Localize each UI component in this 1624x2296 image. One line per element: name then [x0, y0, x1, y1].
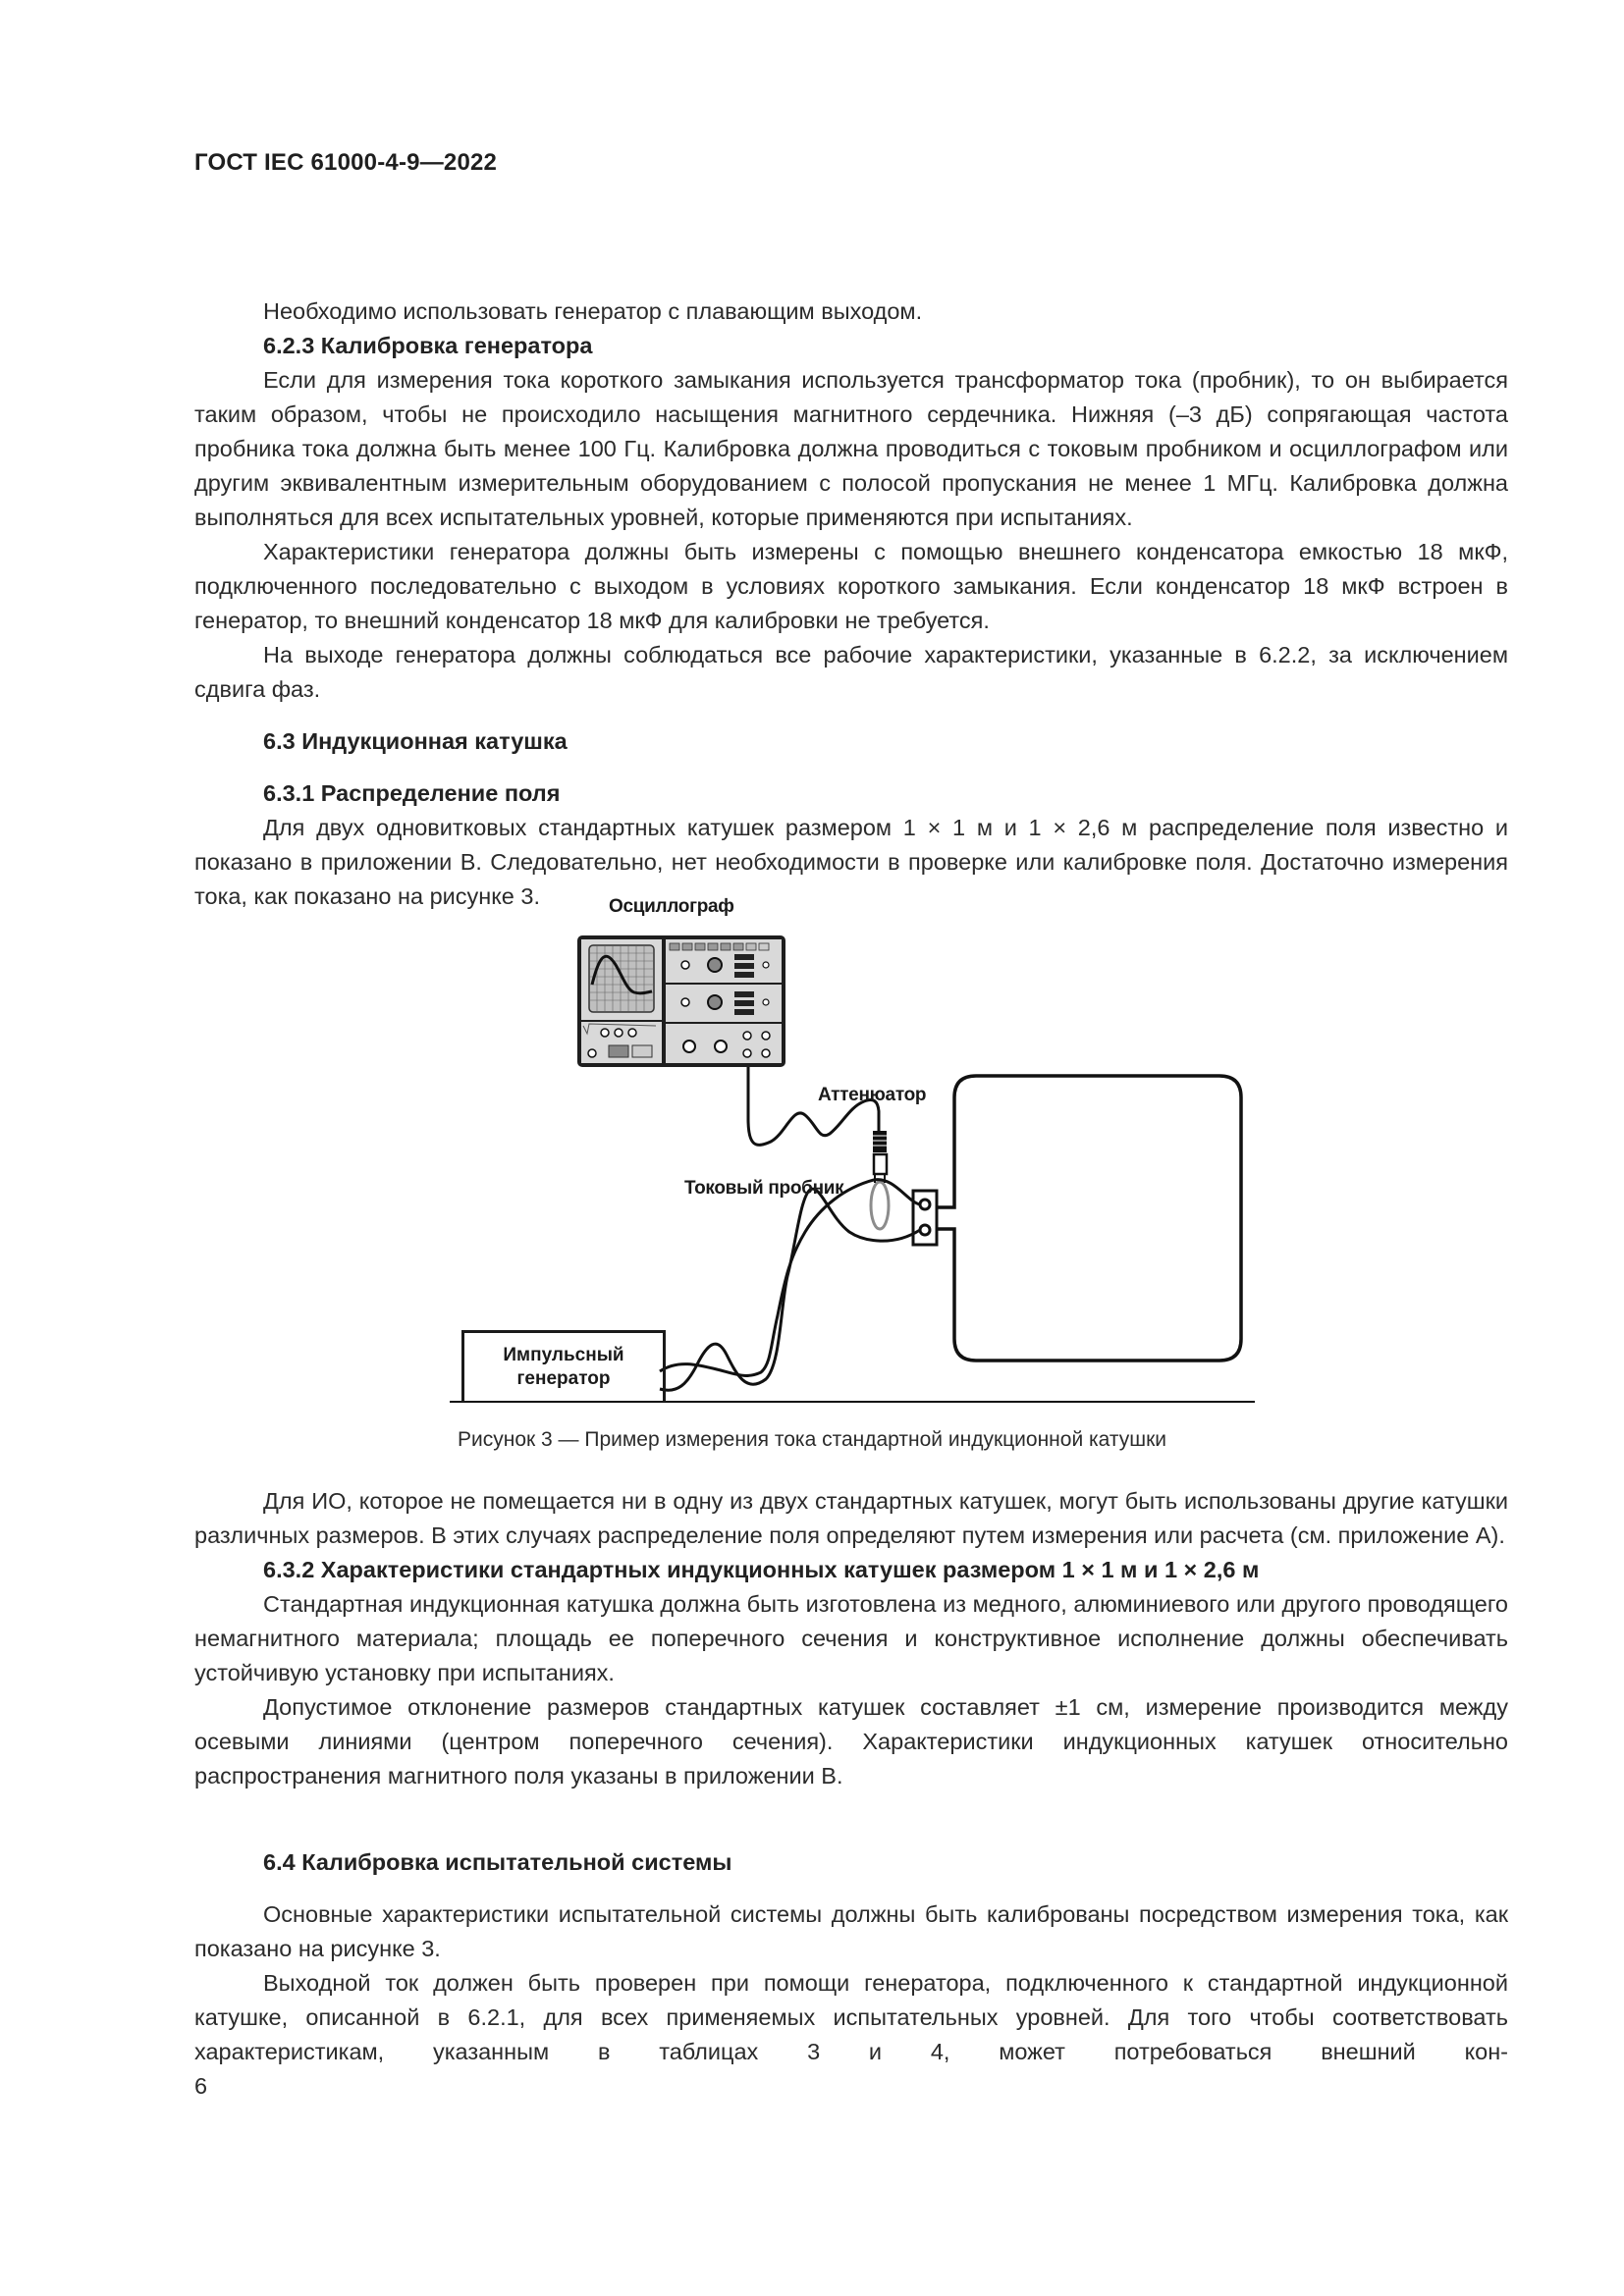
section-heading-6-4: 6.4 Калибровка испытательной системы [263, 1849, 732, 1875]
paragraph: Основные характеристики испытательной системы должны быть калиброваны посредством измерения тока, как показано на рисунке 3. [194, 1901, 1508, 1961]
current-probe-loop-icon [871, 1182, 889, 1229]
current-probe-label: Токовый пробник [684, 1178, 844, 1199]
coil-terminal-block-icon [913, 1191, 937, 1245]
attenuator-icon [873, 1131, 887, 1174]
section-heading-6-3-1: 6.3.1 Распределение поля [263, 780, 561, 806]
figure-caption: Рисунок 3 — Пример измерения тока стандартной индукционной катушки [457, 1428, 1166, 1451]
paragraph: Допустимое отклонение размеров стандартных катушек составляет ±1 см, измерение производится между осевыми линиями (центром поперечного сечения). Характеристики индукционных катушек относительно распространения магнитного поля указаны в приложении В. [194, 1694, 1508, 1789]
generator-cable-b [660, 1189, 920, 1390]
text-block-upper [194, 294, 1508, 914]
generator-label-line2: генератор [516, 1368, 611, 1389]
paragraph: Если для измерения тока короткого замыкания используется трансформатор тока (пробник), то он выбирается таким образом, чтобы не происходило насыщения магнитного сердечника. Нижняя (–3 дБ) сопрягающая частота пробника тока должна быть менее 100 Гц. Калибровка должна проводиться с токовым пробником и осциллографом или другим эквивалентным измерительным оборудованием с полосой пропускания не менее 1 МГц. Калибровка должна выполняться для всех испытательных уровней, которые применяются при испытаниях. [194, 367, 1508, 530]
paragraph: Выходной ток должен быть проверен при помощи генератора, подключенного к стандартной индукционной катушке, описанной в 6.2.1, для всех применяемых испытательных уровней. Для того чтобы соответствовать характеристикам, указанным в таблицах 3 и 4, может потребоваться внешний кон- [194, 1970, 1508, 2064]
paragraph: Характеристики генератора должны быть измерены с помощью внешнего конденсатора емкостью 18 мкФ, подключенного последовательно с выходом в условиях короткого замыкания. Если конденсатор 18 мкФ встроен в генератор, то внешний конденсатор 18 мкФ для калибровки не требуется. [194, 539, 1508, 633]
text-block-section-6-4 [194, 1845, 1508, 2069]
induction-coil-icon [937, 1076, 1241, 1361]
oscilloscope-icon [577, 935, 785, 1067]
document-header: ГОСТ IEC 61000-4-9—2022 [194, 149, 498, 176]
paragraph: На выходе генератора должны соблюдаться все рабочие характеристики, указанные в 6.2.2, за исключением сдвига фаз. [194, 642, 1508, 702]
attenuator-label: Аттенюатор [818, 1085, 927, 1105]
page-number: 6 [194, 2073, 208, 2099]
pulse-generator-box [461, 1330, 666, 1402]
generator-label-line1: Импульсный [503, 1345, 624, 1365]
text-block-lower [194, 1484, 1508, 1793]
generator-cable-a [660, 1180, 920, 1376]
paragraph: Для двух одновитковых стандартных катушек размером 1 × 1 м и 1 × 2,6 м распределение поля известно и показано в приложении В. Следовательно, нет необходимости в проверке или калибровке поля. Достаточно измерения тока, как показано на рисунке 3. [194, 815, 1508, 909]
paragraph: Для ИО, которое не помещается ни в одну из двух стандартных катушек, могут быть использованы другие катушки различных размеров. В этих случаях распределение поля определяют путем измерения или расчета (см. приложение А). [194, 1488, 1508, 1548]
oscilloscope-label: Осциллограф [609, 896, 734, 917]
paragraph: Необходимо использовать генератор с плавающим выходом. [263, 298, 923, 324]
paragraph: Стандартная индукционная катушка должна быть изготовлена из медного, алюминиевого или другого проводящего немагнитного материала; площадь ее поперечного сечения и конструктивное исполнение должны обеспечивать устойчивую установку при испытаниях. [194, 1591, 1508, 1685]
section-heading-6-2-3: 6.2.3 Калибровка генератора [263, 333, 593, 358]
figure-3-diagram [432, 883, 1276, 1414]
section-heading-6-3-2: 6.3.2 Характеристики стандартных индукционных катушек размером 1 × 1 м и 1 × 2,6 м [263, 1557, 1260, 1582]
section-heading-6-3: 6.3 Индукционная катушка [263, 728, 568, 754]
